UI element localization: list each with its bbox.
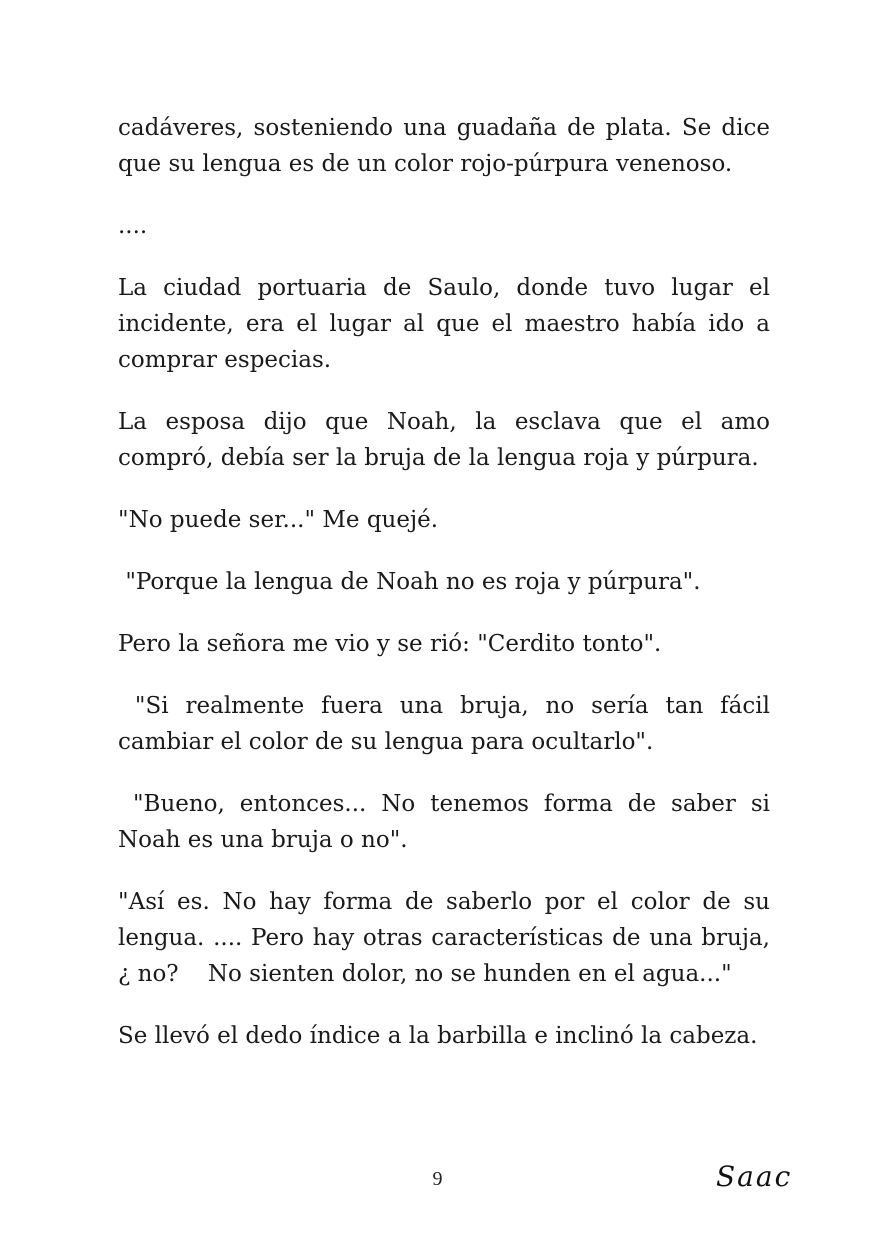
page-number: 9 [432,1168,443,1190]
paragraph-4: La esposa dijo que Noah, la esclava que el amo compró, debía ser la bruja de la lengua roja y púrpura. [118,409,778,471]
paragraph-9: "Bueno, entonces... No tenemos forma de saber si Noah es una bruja o no". [118,791,778,853]
paragraph-6: "Porque la lengua de Noah no es roja y púrpura". [118,569,701,595]
paragraph-5: "No puede ser..." Me quejé. [118,507,439,533]
paragraph-ellipsis: .... [118,213,148,239]
paragraph-1: cadáveres, sosteniendo una guadaña de plata. Se dice que su lengua es de un color rojo-púrpura venenoso. [118,115,778,177]
paragraph-7: Pero la señora me vio y se rió: "Cerdito tonto". [118,631,662,657]
paragraph-10: "Así es. No hay forma de saberlo por el color de su lengua. .... Pero hay otras características de una bruja, ¿ no? No sienten dolor, no se hunden en el agua..." [118,889,778,987]
paragraph-3: La ciudad portuaria de Saulo, donde tuvo lugar el incidente, era el lugar al que el maestro había ido a comprar especias. [118,275,778,373]
page-body [118,110,778,1054]
signature: Saac [716,1160,793,1193]
paragraph-8: "Si realmente fuera una bruja, no sería tan fácil cambiar el color de su lengua para ocultarlo". [118,693,778,755]
paragraph-11: Se llevó el dedo índice a la barbilla e inclinó la cabeza. [118,1023,758,1049]
